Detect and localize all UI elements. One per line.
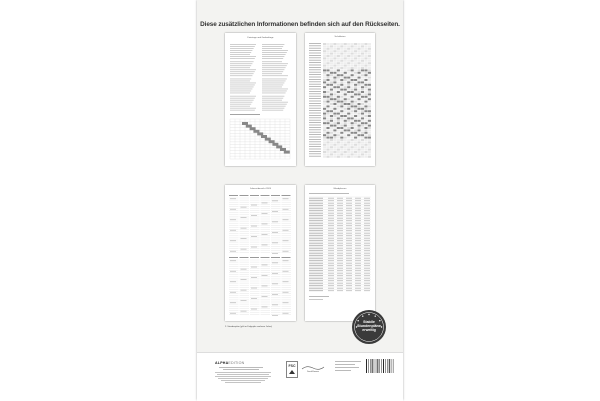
- preview-page-holidays: [225, 33, 296, 166]
- holiday-text-graphic: [225, 33, 296, 166]
- badge-text: [351, 320, 387, 333]
- preview-page-school-holidays: [305, 33, 375, 166]
- headline: Diese zusätzlichen Informationen befinden sich auf den Rückseiten.: [197, 21, 403, 28]
- barcode-icon: [365, 358, 395, 376]
- brand-main: ALPHA: [215, 361, 228, 365]
- badge-line-2: Stundenpläne: [351, 324, 387, 328]
- brand-logo: [215, 361, 244, 365]
- certification-label: Druck-Prozess: [301, 371, 325, 373]
- page-title: Jahresübersicht 2024: [225, 188, 296, 190]
- feature-badge: [351, 309, 387, 345]
- article-info-graphic: [335, 361, 363, 377]
- preview-page-moon-phases: [305, 185, 375, 321]
- moon-phase-table-graphic: [305, 185, 375, 321]
- page-title: Mondphasen: [305, 188, 375, 190]
- publisher-text-graphic: [215, 367, 275, 393]
- year-overview-graphic: [225, 185, 296, 321]
- fsc-label: FSC: [286, 364, 298, 368]
- product-sheet: [197, 0, 403, 400]
- certification-logo: [301, 365, 325, 373]
- school-holiday-grid-graphic: [305, 33, 375, 166]
- page-caption: 2. Stundenplan (gilt im Folgejahr mehrere Jahre): [225, 326, 272, 328]
- page-title: Schulferien: [305, 36, 375, 38]
- brand-sub: EDITION: [228, 361, 244, 365]
- page-title: Feiertage und Gedenktage: [225, 37, 296, 39]
- footer: [197, 352, 403, 401]
- badge-line-1: Stabile: [351, 320, 387, 324]
- badge-line-3: erweitig: [351, 328, 387, 332]
- preview-page-year-overview: [225, 185, 296, 321]
- fsc-logo: [286, 361, 298, 378]
